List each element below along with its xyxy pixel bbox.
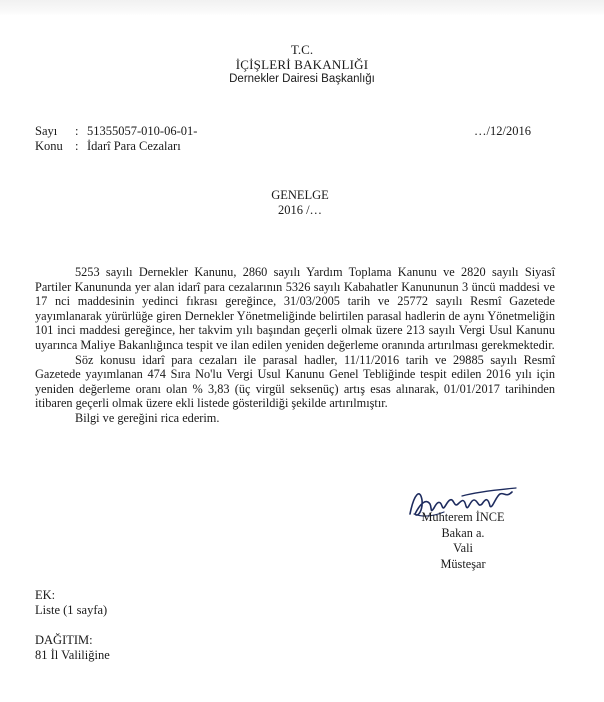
sayi-row [35,124,197,139]
signature-block [398,510,528,572]
konu-row [35,139,197,154]
attachment-label: EK: [35,588,56,602]
body-paragraph-1: 5253 sayılı Dernekler Kanunu, 2860 sayılı Yardım Toplama Kanunu ve 2820 sayılı Siyasî Partiler Kanununda yer alan idarî para cezalarının 5326 sayılı Kabahatler Kanununun 3 üncü maddesi ve 17 nci maddesinin yedinci fıkrası gereğince, 31/03/2005 tarih ve 25772 sayılı Resmî Gazetede yayımlanarak yürürlüğe giren Dernekler Yönetmeliğinde belirtilen parasal hadlerin de aynı Yönetmeliğin 101 inci maddesi gereğince, her takvim yılı başından geçerli olmak üzere 213 sayılı Vergi Usul Kanunu uyarınca Maliye Bakanlığınca tespit ve ilan edilen yeniden değerleme oranında artırılması gerekmektedir. [35,265,555,352]
body-paragraph-2: Söz konusu idarî para cezaları ile parasal hadler, 11/11/2016 tarih ve 29885 sayılı Resmî Gazetede yayımlanan 474 Sıra No'lu Vergi Usul Kanunu Genel Tebliğinde tespit edilen 2016 yılı için yeniden değerleme oranı olan % 3,83 (üç virgül seksenüç) artış esas alınarak, 01/01/2017 tarihinden itibaren geçerli olmak üzere ekli listede gösterildiği şekilde artırılmıştır. [35,352,555,411]
scan-top-shadow [0,0,604,16]
ministry-name: İÇİŞLERİ BAKANLIĞI [235,57,369,72]
document-date: …/12/2016 [474,124,531,138]
konu-value: İdarî Para Cezaları [87,139,181,153]
document-body [35,265,555,426]
signatory-title-1: Bakan a. [441,525,485,540]
colon: : [75,139,79,153]
letterhead [0,42,604,87]
signatory-name: Muhterem İNCE [421,510,505,524]
department-name: Dernekler Dairesi Başkanlığı [229,73,375,85]
document-title [0,188,600,218]
sayi-label: Sayı [35,124,58,138]
attachments [35,588,107,618]
distribution-label: DAĞITIM: [35,633,93,647]
body-paragraph-3: Bilgi ve gereğini rica ederim. [75,410,220,425]
konu-label: Konu [35,139,63,153]
colon: : [75,124,79,138]
signatory-title-3: Müsteşar [440,556,486,571]
title-genelge: GENELGE [271,188,329,202]
document-meta [35,124,197,154]
tc-heading: T.C. [290,42,314,57]
distribution-item: 81 İl Valiliğine [35,648,110,662]
title-number: 2016 /… [277,203,323,217]
distribution [35,633,110,663]
sayi-value: 51355057-010-06-01- [87,124,198,138]
signatory-title-2: Vali [453,541,473,555]
attachment-item: Liste (1 sayfa) [35,603,108,617]
